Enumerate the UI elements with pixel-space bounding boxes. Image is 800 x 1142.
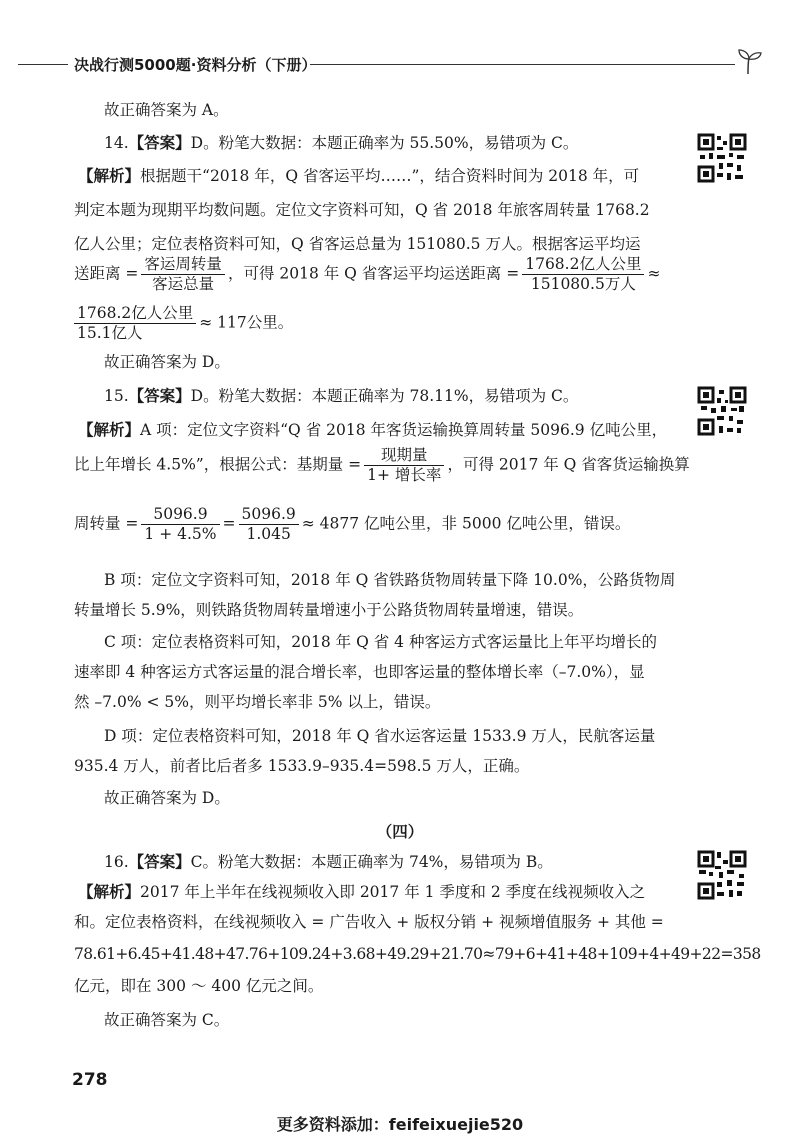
- fraction-numerator: 5096.9: [141, 505, 219, 525]
- answer-line: 故正确答案为 D。: [104, 353, 230, 371]
- answer-line: 故正确答案为 A。: [104, 101, 229, 119]
- q14-analysis-tag: 【解析】: [78, 167, 141, 185]
- q15-option-d-1: D 项：定位表格资料可知，2018 年 Q 省水运客运量 1533.9 万人，民航客运量: [104, 727, 656, 745]
- answer-line: 故正确答案为 D。: [104, 789, 230, 807]
- fraction-denominator: 客运总量: [152, 275, 215, 293]
- running-header: [18, 52, 758, 76]
- q15-answer-text: D。粉笔大数据：本题正确率为 78.11%，易错项为 C。: [190, 387, 579, 405]
- fraction-numerator: 5096.9: [239, 505, 299, 525]
- q14-analysis-3: 亿人公里；定位表格资料可知，Q 省客运总量为 151080.5 万人。根据客运平均运: [74, 235, 641, 253]
- fraction: [74, 304, 196, 343]
- q16-number: 16.: [104, 853, 129, 871]
- q16-answer-text: C。粉笔大数据：本题正确率为 74%，易错项为 B。: [190, 853, 553, 871]
- fraction-denominator: 1+ 增长率: [367, 466, 442, 484]
- q15-option-c-3: 然 –7.0% < 5%，则平均增长率非 5% 以上，错误。: [74, 693, 441, 711]
- q15-option-c-2: 速率即 4 种客运方式客运量的混合增长率，也即客运量的整体增长率（–7.0%），显: [74, 663, 645, 681]
- q14-text-mid: ，可得 2018 年 Q 省客运平均运送距离 =: [227, 264, 520, 283]
- q16-analysis-4: 亿元，即在 300 ～ 400 亿元之间。: [74, 977, 324, 995]
- q15-text-pre: 比上年增长 4.5%”，根据公式：基期量 =: [74, 455, 362, 474]
- section-heading: （四）: [376, 823, 424, 841]
- q14-text-pre: 送距离 =: [74, 264, 139, 283]
- q15-answer-tag: 【答案】: [128, 387, 191, 405]
- fraction-numerator: 客运周转量: [141, 255, 225, 275]
- q15-text-pre: 周转量 =: [74, 514, 139, 533]
- fraction-denominator: 1.045: [246, 525, 291, 543]
- page-number: 278: [72, 1070, 108, 1090]
- sprout-icon: [734, 46, 764, 76]
- q15-analysis-text-1: A 项：定位文字资料“Q 省 2018 年客货运输换算周转量 5096.9 亿吨公里，: [140, 421, 668, 439]
- q14-number: 14.: [104, 134, 129, 152]
- q15-option-c-1: C 项：定位表格资料可知，2018 年 Q 省 4 种客运方式客运量比上年平均增长的: [104, 633, 657, 651]
- qr-code-icon: [697, 850, 747, 900]
- fraction-denominator: 1 + 4.5%: [144, 525, 217, 543]
- q14-text-post: ≈: [647, 264, 661, 283]
- q15-option-d-2: 935.4 万人，前者比后者多 1533.9–935.4=598.5 万人，正确。: [74, 757, 530, 775]
- answer-line: 故正确答案为 C。: [104, 1011, 230, 1029]
- fraction: [239, 505, 299, 544]
- q16-answer: [104, 852, 694, 872]
- q14-answer: [104, 133, 694, 153]
- q15-analysis-3: [74, 505, 664, 544]
- qr-code-icon: [697, 133, 747, 183]
- fraction-denominator: 151080.5万人: [530, 275, 636, 293]
- fraction: [522, 255, 644, 294]
- q16-analysis-3: 78.61+6.45+41.48+47.76+109.24+3.68+49.29+21.70≈79+6+41+48+109+4+49+22=358: [74, 945, 761, 963]
- q15-analysis-tag: 【解析】: [78, 421, 141, 439]
- q14-analysis-5: [74, 304, 664, 343]
- q15-option-b-2: 转量增长 5.9%，则铁路货物周转量增速小于公路货物周转量增速，错误。: [74, 601, 584, 619]
- q15-analysis-2: [74, 446, 690, 485]
- fraction-denominator: 15.1亿人: [77, 324, 143, 342]
- q16-analysis-text-1: 2017 年上半年在线视频收入即 2017 年 1 季度和 2 季度在线视频收入之: [140, 883, 646, 901]
- q16-answer-tag: 【答案】: [128, 853, 191, 871]
- q16-analysis-2: 和。定位表格资料，在线视频收入 = 广告收入 + 版权分销 + 视频增值服务 + 其他 =: [74, 913, 664, 931]
- q15-text-result: ≈ 4877 亿吨公里，非 5000 亿吨公里，错误。: [301, 514, 631, 533]
- q15-text-post: ，可得 2017 年 Q 省客货运输换算: [447, 455, 690, 474]
- equals-sign: =: [222, 514, 236, 533]
- q14-analysis-2: 判定本题为现期平均数问题。定位文字资料可知，Q 省 2018 年旅客周转量 1768.2: [74, 201, 650, 219]
- q14-text-result: ≈ 117公里。: [199, 313, 294, 332]
- header-title: 决战行测5000题·资料分析（下册）: [74, 56, 317, 74]
- fraction: [141, 255, 225, 294]
- fraction: [141, 505, 219, 544]
- q14-analysis-1: [78, 166, 668, 186]
- footer-note: 更多资料添加：feifeixuejie520: [276, 1115, 524, 1134]
- header-rule-left: [18, 64, 68, 65]
- fraction-numerator: 现期量: [364, 446, 444, 466]
- q14-analysis-text-1: 根据题干“2018 年，Q 省客运平均……”，结合资料时间为 2018 年，可: [140, 167, 640, 185]
- q15-number: 15.: [104, 387, 129, 405]
- fraction-numerator: 1768.2亿人公里: [74, 304, 196, 324]
- header-rule-right: [310, 64, 735, 65]
- q15-option-b-1: B 项：定位文字资料可知，2018 年 Q 省铁路货物周转量下降 10.0%，公路货物周: [104, 571, 676, 589]
- fraction-numerator: 1768.2亿人公里: [522, 255, 644, 275]
- qr-code-icon: [697, 386, 747, 436]
- q15-answer: [104, 386, 694, 406]
- q14-answer-text: D。粉笔大数据：本题正确率为 55.50%，易错项为 C。: [190, 134, 579, 152]
- q16-analysis-1: [78, 882, 668, 902]
- q14-answer-tag: 【答案】: [128, 134, 191, 152]
- q14-analysis-4: [74, 255, 664, 294]
- q16-analysis-tag: 【解析】: [78, 883, 141, 901]
- q15-analysis-1: [78, 420, 668, 440]
- fraction: [364, 446, 444, 485]
